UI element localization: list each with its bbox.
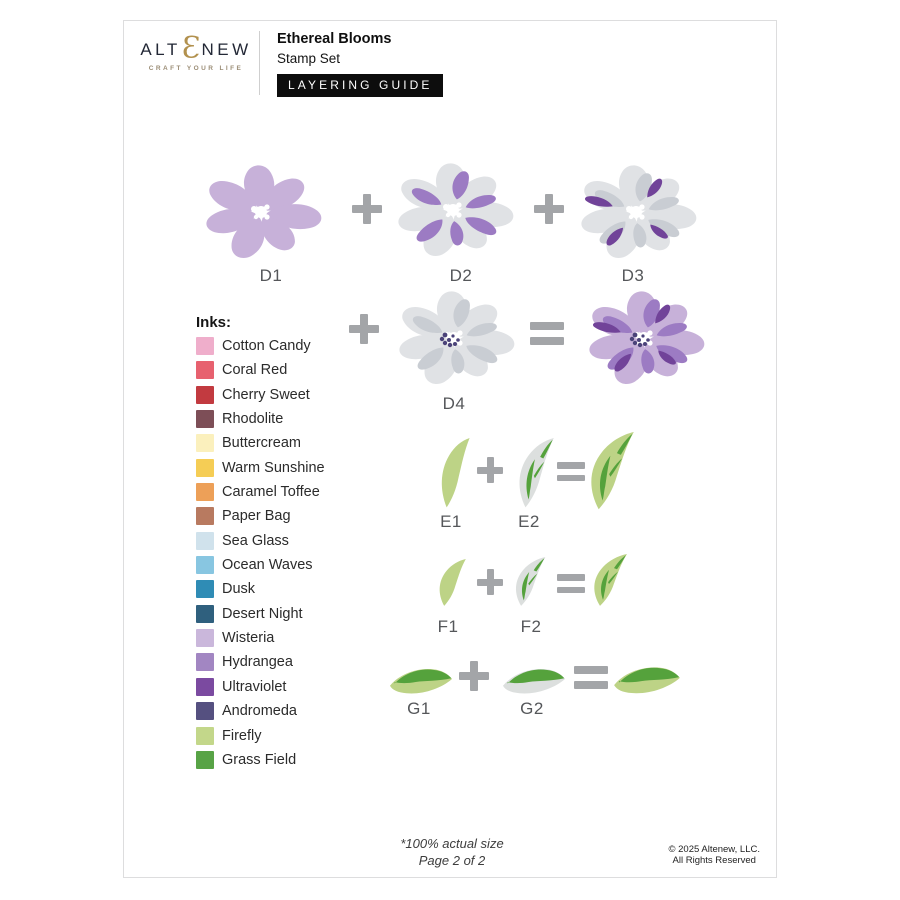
ink-name: Rhodolite	[222, 411, 284, 428]
ink-swatch	[196, 556, 214, 574]
leaf-layer-e2-illustration	[516, 438, 558, 509]
logo-text-left: ALT	[140, 40, 181, 59]
ink-swatch	[196, 507, 214, 525]
ink-swatch	[196, 751, 214, 769]
leaf-layer-g1-illustration	[388, 664, 454, 697]
ink-row	[196, 361, 325, 379]
step-label-d3: D3	[621, 266, 645, 285]
ink-swatch	[196, 386, 214, 404]
ink-name: Cotton Candy	[222, 338, 311, 354]
leaf-g-result-illustration	[612, 662, 682, 697]
ink-row	[196, 507, 325, 525]
ink-name: Andromeda	[222, 703, 297, 720]
ink-name: Firefly	[222, 727, 262, 744]
inks-list	[196, 337, 325, 775]
ink-swatch	[196, 653, 214, 671]
ink-row	[196, 556, 325, 574]
equals-operator	[530, 322, 564, 345]
flower-layer-d3-illustration	[566, 161, 706, 265]
footer-note	[352, 835, 552, 869]
ink-name: Grass Field	[222, 751, 297, 768]
step-label-d2: D2	[449, 266, 473, 285]
step-label-g2: G2	[520, 699, 544, 718]
leaf-layer-g2-illustration	[501, 664, 567, 697]
plus-operator	[352, 194, 382, 224]
step-label-f1: F1	[437, 617, 459, 636]
logo-tagline: CRAFT YOUR LIFE	[148, 65, 244, 72]
inks-heading: Inks:	[196, 314, 232, 331]
ink-name: Sea Glass	[222, 532, 289, 549]
plus-operator	[459, 661, 489, 691]
leaf-e-result-illustration	[587, 432, 639, 511]
flower-layer-d2-illustration	[383, 159, 523, 263]
ink-name: Wisteria	[222, 630, 275, 647]
altenew-logo	[132, 31, 260, 72]
page-title: Ethereal Blooms	[277, 31, 392, 47]
copyright-line1: © 2025 Altenew, LLC.	[668, 844, 760, 855]
ink-swatch	[196, 532, 214, 550]
logo-text-right: NEW	[201, 40, 252, 59]
leaf-layer-f1-illustration	[437, 559, 469, 607]
ink-swatch	[196, 580, 214, 598]
step-label-g1: G1	[407, 699, 431, 718]
ink-row	[196, 386, 325, 404]
ink-name: Buttercream	[222, 435, 301, 452]
ink-name: Ultraviolet	[222, 678, 287, 695]
ink-row	[196, 434, 325, 452]
ink-swatch	[196, 483, 214, 501]
ink-swatch	[196, 678, 214, 696]
leaf-layer-e1-illustration	[439, 438, 473, 509]
step-label-d4: D4	[442, 394, 466, 413]
ink-swatch	[196, 605, 214, 623]
header-divider	[259, 31, 260, 95]
flower-layer-d4-illustration	[384, 287, 524, 391]
step-label-e2: E2	[518, 512, 540, 531]
leaf-f-result-illustration	[591, 554, 631, 607]
ink-row	[196, 727, 325, 745]
ink-row	[196, 337, 325, 355]
equals-operator	[557, 574, 585, 593]
document-page	[123, 20, 777, 878]
equals-operator	[574, 666, 608, 689]
ink-swatch	[196, 337, 214, 355]
title-block	[277, 31, 443, 97]
ink-row	[196, 532, 325, 550]
equals-operator	[557, 462, 585, 481]
ink-name: Cherry Sweet	[222, 386, 310, 403]
ink-name: Desert Night	[222, 605, 303, 622]
layering-guide-badge: LAYERING GUIDE	[277, 74, 443, 97]
page-subtitle: Stamp Set	[277, 51, 341, 66]
ink-swatch	[196, 434, 214, 452]
step-label-f2: F2	[520, 617, 542, 636]
ink-name: Hydrangea	[222, 654, 293, 671]
ink-name: Warm Sunshine	[222, 459, 325, 476]
logo-ampersand-glyph-icon: Ɛ	[181, 31, 201, 66]
plus-operator	[477, 457, 503, 483]
ink-name: Caramel Toffee	[222, 484, 320, 501]
ink-row	[196, 483, 325, 501]
ink-name: Ocean Waves	[222, 557, 313, 574]
page-number: Page 2 of 2	[418, 853, 486, 868]
copyright-line2: All Rights Reserved	[672, 854, 756, 866]
ink-swatch	[196, 361, 214, 379]
plus-operator	[477, 569, 503, 595]
step-label-d1: D1	[259, 266, 283, 285]
ink-row	[196, 653, 325, 671]
ink-row	[196, 751, 325, 769]
copyright	[668, 845, 760, 866]
ink-swatch	[196, 459, 214, 477]
ink-swatch	[196, 727, 214, 745]
ink-swatch	[196, 410, 214, 428]
ink-row	[196, 459, 325, 477]
flower-layer-d1-illustration	[191, 161, 331, 265]
ink-name: Dusk	[222, 581, 256, 598]
leaf-layer-f2-illustration	[513, 557, 549, 607]
ink-row	[196, 410, 325, 428]
ink-row	[196, 629, 325, 647]
ink-name: Coral Red	[222, 362, 288, 379]
ink-row	[196, 605, 325, 623]
ink-name: Paper Bag	[222, 508, 291, 525]
ink-row	[196, 702, 325, 720]
ink-row	[196, 580, 325, 598]
plus-operator	[534, 194, 564, 224]
ink-swatch	[196, 702, 214, 720]
plus-operator	[349, 314, 379, 344]
flower-combined-result-illustration	[574, 287, 714, 391]
ink-row	[196, 678, 325, 696]
ink-swatch	[196, 629, 214, 647]
step-label-e1: E1	[440, 512, 462, 531]
actual-size-note: *100% actual size	[400, 836, 504, 851]
